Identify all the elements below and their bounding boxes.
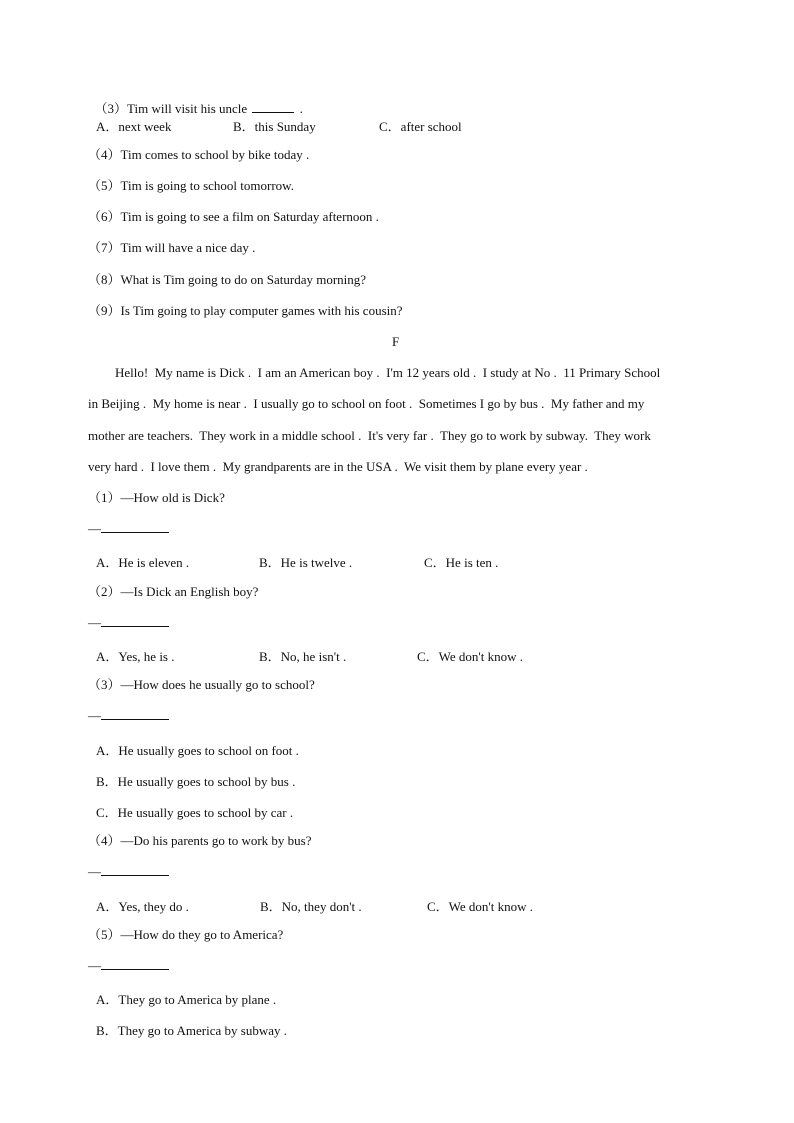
option-a[interactable]: A．He is eleven . xyxy=(96,555,190,570)
question-e3 xyxy=(88,84,303,117)
option-b[interactable]: B．He usually goes to school by bus . xyxy=(96,774,296,789)
option-c[interactable]: C．He is ten . xyxy=(424,555,499,570)
option-c[interactable]: C．He usually goes to school by car . xyxy=(96,805,294,820)
passage-line: mother are teachers. They work in a middle school . It's very far . They go to work by subway. They work xyxy=(88,428,651,443)
option-a[interactable]: A．next week xyxy=(96,119,172,134)
option-c[interactable]: C．We don't know . xyxy=(427,899,534,914)
question-number: （3） xyxy=(94,101,128,116)
dash: — xyxy=(88,708,101,723)
answer-underline xyxy=(101,615,169,627)
question-e7: （7）Tim will have a nice day . xyxy=(88,240,256,255)
dash: — xyxy=(88,521,101,536)
option-b[interactable]: B．He is twelve . xyxy=(259,555,353,570)
option-a[interactable]: A．They go to America by plane . xyxy=(96,992,277,1007)
question-e8: （8）What is Tim going to do on Saturday morning? xyxy=(88,272,367,287)
question-prompt: （2）—Is Dick an English boy? xyxy=(88,584,259,599)
option-b[interactable]: B．They go to America by subway . xyxy=(96,1023,287,1038)
answer-field[interactable] xyxy=(88,615,169,631)
option-b[interactable]: B．No, they don't . xyxy=(260,899,362,914)
dash: — xyxy=(88,958,101,973)
question-e9: （9）Is Tim going to play computer games with his cousin? xyxy=(88,303,403,318)
dash: — xyxy=(88,615,101,630)
section-title: F xyxy=(392,334,400,349)
answer-field[interactable] xyxy=(88,521,169,537)
option-a[interactable]: A．He usually goes to school on foot . xyxy=(96,743,299,758)
question-prompt: （5）—How do they go to America? xyxy=(88,927,284,942)
question-prompt: （3）—How does he usually go to school? xyxy=(88,677,315,692)
option-a[interactable]: A．Yes, they do . xyxy=(96,899,189,914)
answer-field[interactable] xyxy=(88,958,169,974)
question-e6: （6）Tim is going to see a film on Saturday afternoon . xyxy=(88,209,379,224)
question-e4: （4）Tim comes to school by bike today . xyxy=(88,147,310,162)
question-text-end: . xyxy=(296,101,303,116)
answer-field[interactable] xyxy=(88,864,169,880)
answer-underline xyxy=(101,521,169,533)
answer-underline xyxy=(101,708,169,720)
answer-blank[interactable] xyxy=(252,100,294,113)
option-a[interactable]: A．Yes, he is . xyxy=(96,649,175,664)
question-prompt: （1）—How old is Dick? xyxy=(88,490,225,505)
answer-underline xyxy=(101,958,169,970)
question-text: Tim will visit his uncle xyxy=(127,101,251,116)
option-c[interactable]: C．We don't know . xyxy=(417,649,524,664)
passage-line: very hard . I love them . My grandparents are in the USA . We visit them by plane every year . xyxy=(88,459,588,474)
question-prompt: （4）—Do his parents go to work by bus? xyxy=(88,833,312,848)
option-b[interactable]: B．this Sunday xyxy=(233,119,316,134)
dash: — xyxy=(88,864,101,879)
passage-line: in Beijing . My home is near . I usually go to school on foot . Sometimes I go by bus . My father and my xyxy=(88,396,645,411)
option-b[interactable]: B．No, he isn't . xyxy=(259,649,347,664)
question-e5: （5）Tim is going to school tomorrow. xyxy=(88,178,294,193)
answer-underline xyxy=(101,864,169,876)
option-c[interactable]: C．after school xyxy=(379,119,462,134)
passage-line: Hello! My name is Dick . I am an American boy . I'm 12 years old . I study at No . 11 Primary School xyxy=(115,365,661,380)
answer-field[interactable] xyxy=(88,708,169,724)
